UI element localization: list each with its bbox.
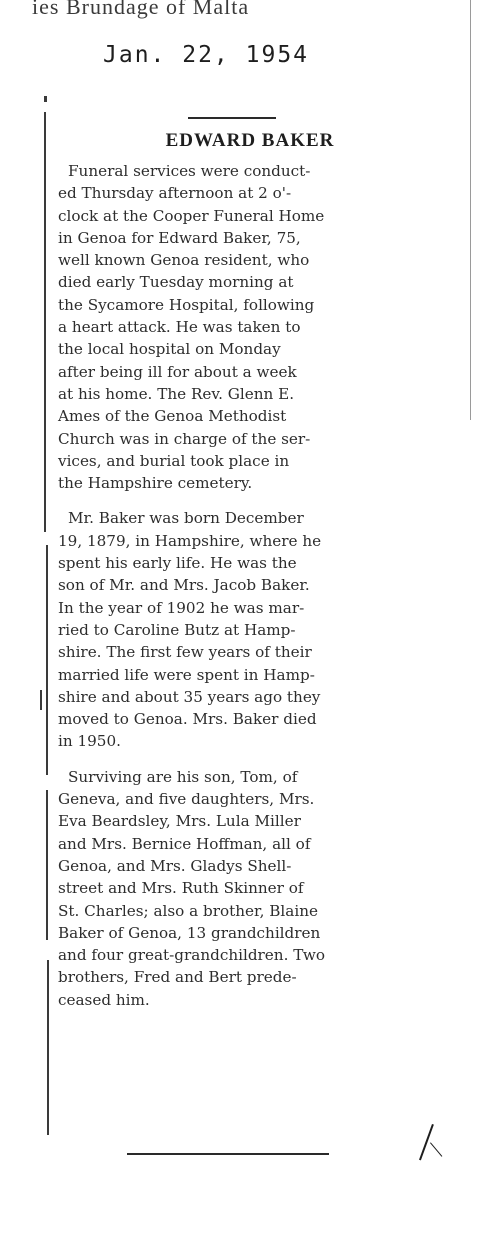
text-line: ried to Caroline Butz at Hamp- [58, 620, 296, 639]
text-line: vices, and burial took place in [58, 451, 290, 470]
obituary-paragraph [58, 160, 446, 494]
top-rule [188, 117, 276, 119]
text-line: St. Charles; also a brother, Blaine [58, 901, 318, 920]
text-line: spent his early life. He was the [58, 554, 297, 573]
text-line: died early Tuesday morning at [58, 273, 294, 292]
obituary-paragraph [58, 766, 446, 1011]
previous-article-fragment: ies Brundage of Malta [32, 0, 250, 19]
text-line: at his home. The Rev. Glenn E. [58, 384, 295, 403]
text-line: Funeral services were conduct- [68, 162, 311, 180]
obituary-paragraph [58, 507, 446, 752]
left-border-mark [44, 96, 47, 102]
text-line: a heart attack. He was taken to [58, 318, 301, 337]
text-line: son of Mr. and Mrs. Jacob Baker. [58, 576, 310, 595]
text-line: Ames of the Genoa Methodist [58, 407, 287, 426]
text-line: the local hospital on Monday [58, 340, 281, 359]
text-line: ed Thursday afternoon at 2 o'- [58, 184, 292, 203]
text-line: Surviving are his son, Tom, of [68, 767, 298, 786]
obituary-headline: EDWARD BAKER [165, 130, 335, 151]
text-line: shire and about 35 years ago they [58, 687, 321, 706]
pen-mark [430, 1142, 442, 1156]
obituary-body [58, 160, 446, 1024]
text-line: Church was in charge of the ser- [58, 429, 311, 448]
text-line: clock at the Cooper Funeral Home [58, 206, 325, 225]
column-break-mark [40, 690, 42, 710]
bottom-rule [127, 1153, 329, 1155]
pen-mark [419, 1124, 434, 1160]
text-line: 19, 1879, in Hampshire, where he [58, 531, 322, 550]
text-line: ceased him. [58, 990, 150, 1009]
text-line: Genoa, and Mrs. Gladys Shell- [58, 856, 292, 875]
text-line: shire. The first few years of their [58, 643, 312, 662]
text-line: in Genoa for Edward Baker, 75, [58, 228, 301, 247]
text-line: in 1950. [58, 732, 121, 751]
text-line: the Sycamore Hospital, following [58, 295, 315, 314]
text-line: married life were spent in Hamp- [58, 665, 315, 684]
text-line: Baker of Genoa, 13 grandchildren [58, 923, 321, 942]
text-line: after being ill for about a week [58, 362, 297, 381]
text-line: Geneva, and five daughters, Mrs. [58, 790, 315, 809]
text-line: Mr. Baker was born December [68, 509, 304, 528]
left-border-line [44, 112, 46, 532]
text-line: and Mrs. Bernice Hoffman, all of [58, 834, 311, 853]
text-line: the Hampshire cemetery. [58, 474, 253, 493]
text-line: moved to Genoa. Mrs. Baker died [58, 710, 317, 729]
handwritten-date: Jan. 22, 1954 [103, 42, 310, 68]
text-line: brothers, Fred and Bert prede- [58, 968, 297, 987]
text-line: In the year of 1902 he was mar- [58, 598, 305, 617]
text-line: and four great-grandchildren. Two [58, 946, 325, 965]
right-edge-line [470, 0, 471, 420]
text-line: well known Genoa resident, who [58, 251, 310, 270]
text-line: street and Mrs. Ruth Skinner of [58, 879, 304, 898]
text-line: Eva Beardsley, Mrs. Lula Miller [58, 812, 301, 831]
